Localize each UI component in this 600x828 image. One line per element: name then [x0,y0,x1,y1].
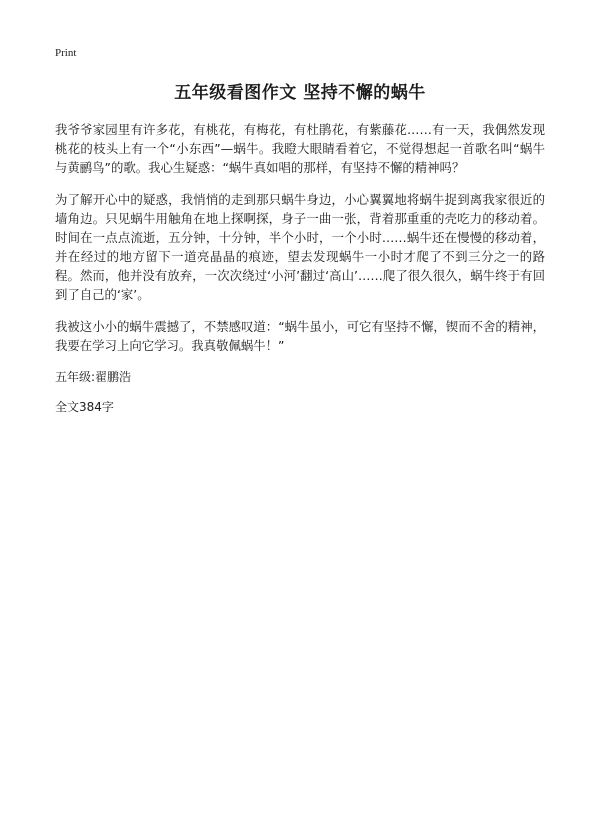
article-title: 五年级看图作文 坚持不懈的蜗牛 [174,83,426,103]
author-line: 五年级:翟鹏浩 [55,370,132,384]
word-count: 全文384字 [55,400,114,414]
paragraph-2: 为了解开心中的疑惑，我悄悄的走到那只蜗牛身边，小心翼翼地将蜗牛捉到离我家很近的墙角边。只见蜗牛用触角在地上探啊探，身子一曲一张，背着那重重的壳吃力的移动着。时间在一点点流逝，五分钟，十分钟，半个小时，一个小时……蜗牛还在慢慢的移动着，并在经过的地方留下一道亮晶晶的痕迹，望去发现蜗牛一小时才爬了不到三分之一的路程。然而，他并没有放弃，一次次绕过‘小河’翻过‘高山’……爬了很久很久，蜗牛终于有回到了自己的‘家’。 [55,192,545,302]
print-link[interactable]: Print [55,47,77,59]
paragraph-3: 我被这小小的蜗牛震撼了，不禁感叹道：“蜗牛虽小，可它有坚持不懈，锲而不舍的精神，我要在学习上向它学习。我真敬佩蜗牛！” [55,319,545,353]
paragraph-1: 我爷爷家园里有许多花，有桃花，有梅花，有杜鹃花，有紫藤花……有一天，我偶然发现桃花的枝头上有一个“小东西”—蜗牛。我瞪大眼睛看着它，不觉得想起一首歌名叫“蜗牛与黄鹂鸟”的歌。我心生疑惑：“蜗牛真如唱的那样，有坚持不懈的精神吗？ [55,122,545,175]
article-body [55,120,545,415]
